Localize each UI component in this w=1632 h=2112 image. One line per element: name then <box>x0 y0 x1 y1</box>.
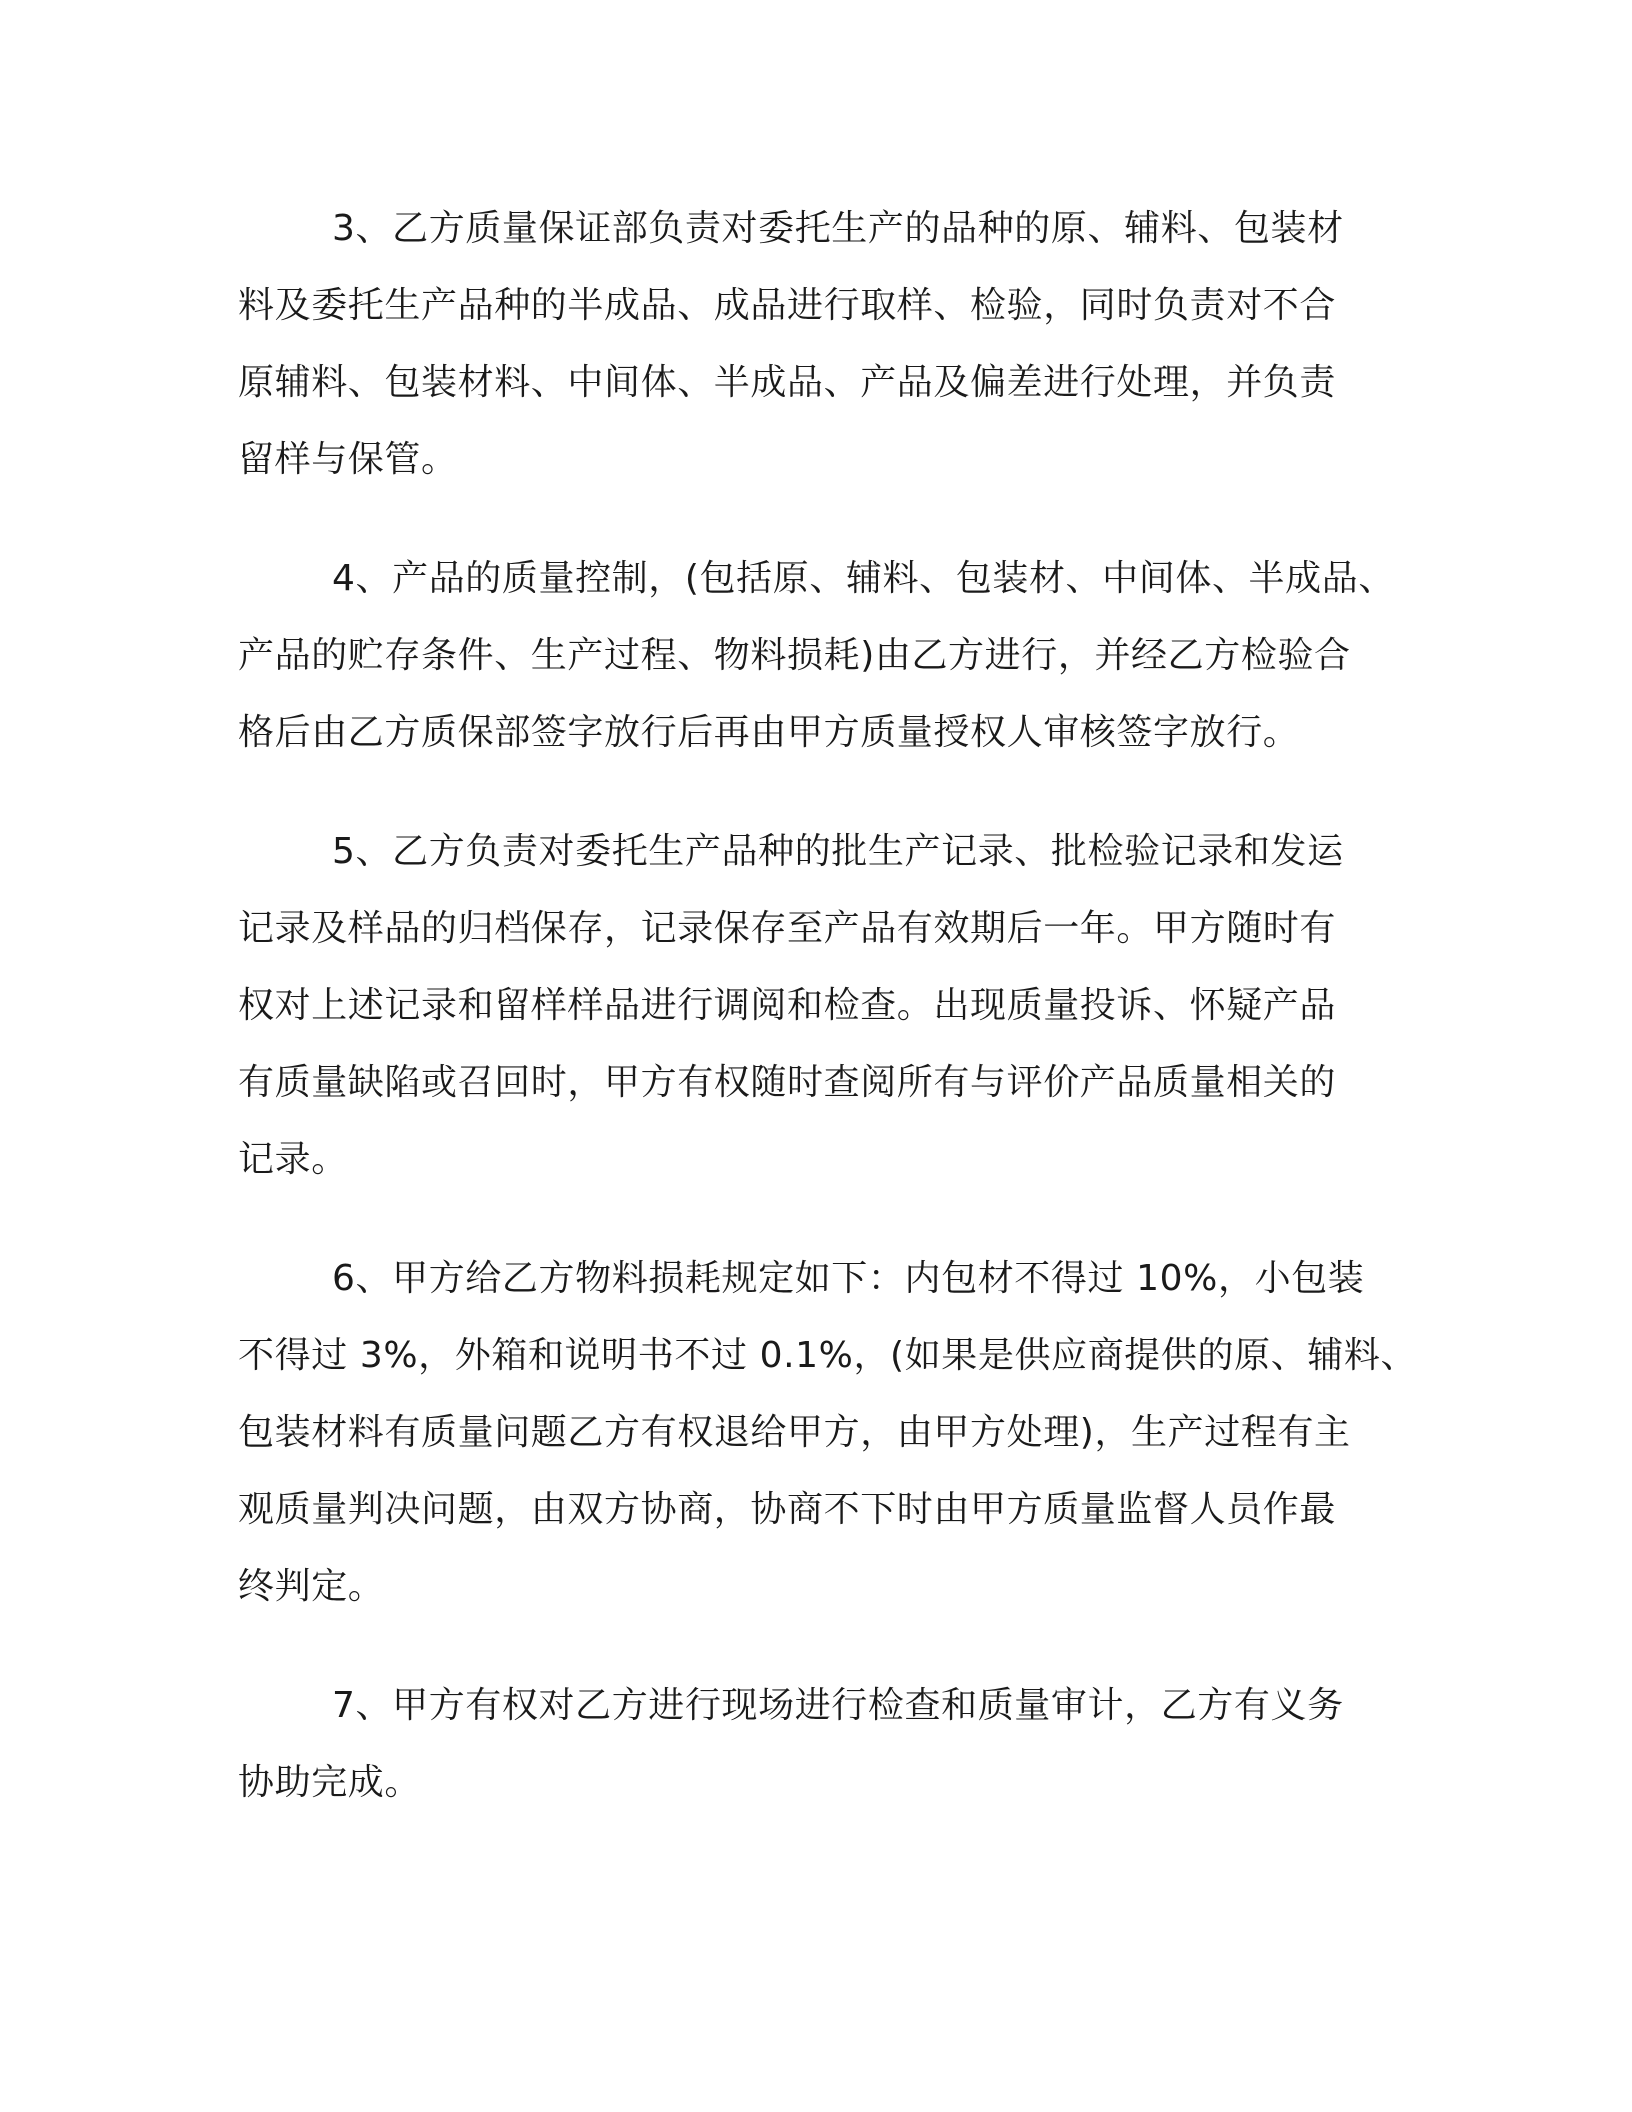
text-line: 格后由乙方质保部签字放行后再由甲方质量授权人审核签字放行。 <box>238 712 1300 753</box>
text-line: 5、乙方负责对委托生产品种的批生产记录、批检验记录和发运 <box>332 831 1344 872</box>
paragraph-item-3 <box>238 190 1398 498</box>
text-line: 料及委托生产品种的半成品、成品进行取样、检验，同时负责对不合 <box>238 285 1337 326</box>
text-line: 终判定。 <box>238 1566 385 1607</box>
text-line: 有质量缺陷或召回时，甲方有权随时查阅所有与评价产品质量相关的 <box>238 1062 1337 1103</box>
text-line: 4、产品的质量控制，(包括原、辅料、包装材、中间体、半成品、 <box>332 558 1395 599</box>
text-line: 观质量判决问题，由双方协商，协商不下时由甲方质量监督人员作最 <box>238 1489 1337 1530</box>
text-line: 留样与保管。 <box>238 439 458 480</box>
text-line: 协助完成。 <box>238 1762 422 1803</box>
text-line: 7、甲方有权对乙方进行现场进行检查和质量审计，乙方有义务 <box>332 1685 1344 1726</box>
text-line: 权对上述记录和留样样品进行调阅和检查。出现质量投诉、怀疑产品 <box>238 985 1337 1026</box>
text-line: 3、乙方质量保证部负责对委托生产的品种的原、辅料、包装材 <box>332 208 1344 249</box>
text-line: 6、甲方给乙方物料损耗规定如下：内包材不得过 10%，小包装 <box>332 1258 1365 1299</box>
paragraph-item-5 <box>238 813 1398 1198</box>
text-line: 不得过 3%，外箱和说明书不过 0.1%，(如果是供应商提供的原、辅料、 <box>238 1335 1418 1376</box>
paragraph-item-4 <box>238 540 1398 771</box>
text-line: 产品的贮存条件、生产过程、物料损耗)由乙方进行，并经乙方检验合 <box>238 635 1351 676</box>
text-line: 包装材料有质量问题乙方有权退给甲方，由甲方处理)，生产过程有主 <box>238 1412 1351 1453</box>
document-body <box>238 190 1418 1863</box>
text-line: 记录及样品的归档保存，记录保存至产品有效期后一年。甲方随时有 <box>238 908 1337 949</box>
paragraph-item-7 <box>238 1667 1398 1821</box>
text-line: 记录。 <box>238 1139 348 1180</box>
paragraph-item-6 <box>238 1240 1418 1625</box>
text-line: 原辅料、包装材料、中间体、半成品、产品及偏差进行处理，并负责 <box>238 362 1337 403</box>
